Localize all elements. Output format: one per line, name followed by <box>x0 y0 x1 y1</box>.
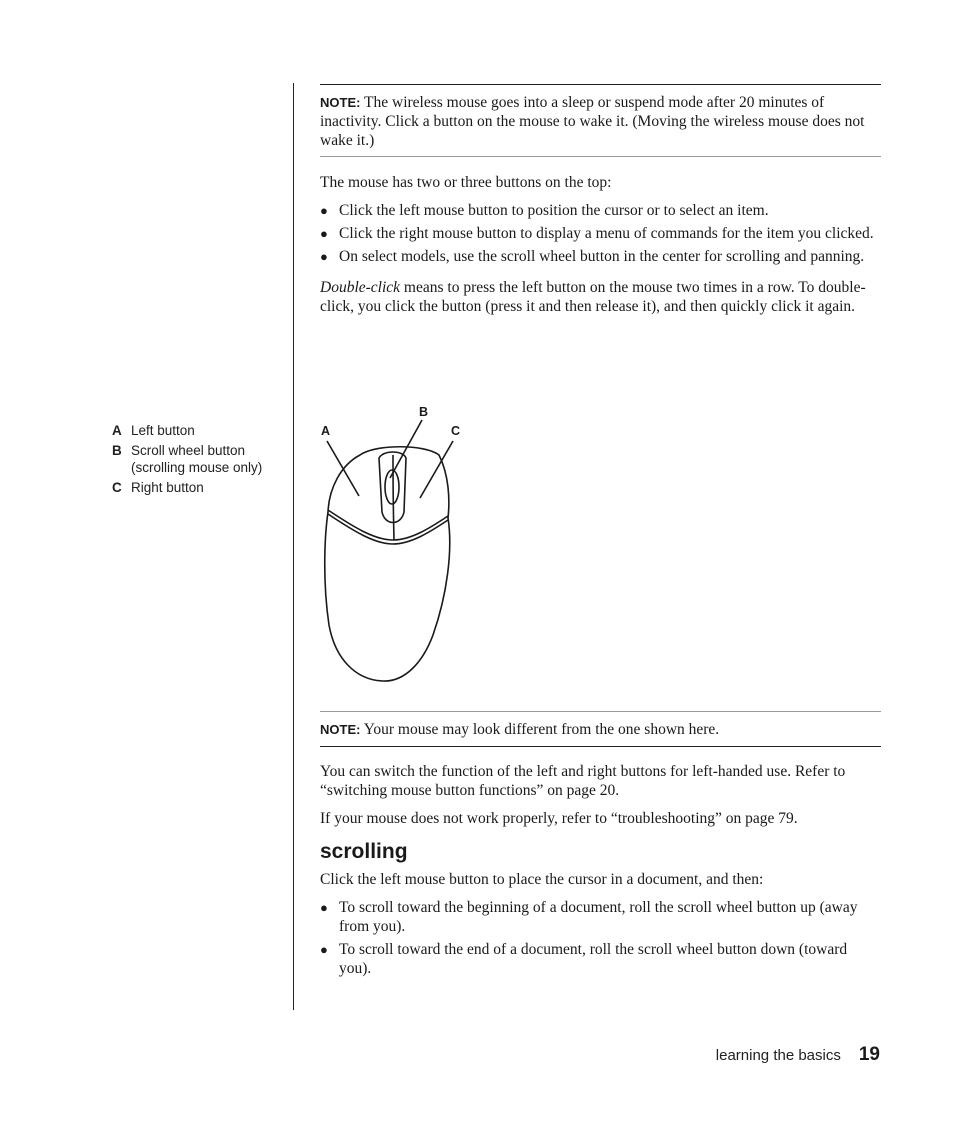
legend-letter: A <box>112 423 122 438</box>
note-label: NOTE: <box>320 722 361 737</box>
page-footer <box>716 1044 880 1066</box>
footer-section-title: learning the basics <box>715 1047 841 1064</box>
mouse-figure <box>315 400 485 690</box>
bullet-icon: ● <box>320 203 328 218</box>
note-text: The wireless mouse goes into a sleep or suspend mode after 20 minutes of inactivity. Click a button on the mouse to wake it. (Moving the wireless mouse does not wake it.) <box>320 94 865 149</box>
note-appearance <box>320 720 881 739</box>
figure-legend <box>112 422 282 499</box>
legend-text: Right button <box>131 480 204 495</box>
troubleshooting-paragraph: If your mouse does not work properly, refer to “troubleshooting” on page 79. <box>320 810 798 827</box>
note-label: NOTE: <box>320 95 361 110</box>
figure-label-c: C <box>451 424 461 438</box>
bullet-icon: ● <box>320 226 328 241</box>
list-item <box>320 201 881 220</box>
mouse-illustration-icon <box>315 400 485 690</box>
double-click-paragraph <box>320 278 881 316</box>
column-divider <box>293 83 294 1010</box>
note-top-rule <box>320 711 881 712</box>
scrolling-intro: Click the left mouse button to place the cursor in a document, and then: <box>320 871 764 888</box>
list-item-text: To scroll toward the end of a document, roll the scroll wheel button down (toward you). <box>339 941 848 977</box>
legend-letter: B <box>112 443 122 458</box>
legend-item-b <box>112 442 282 476</box>
note-top-rule <box>320 84 881 85</box>
bullet-icon: ● <box>320 249 328 264</box>
note-bottom-rule <box>320 746 881 747</box>
after-note-section <box>320 762 881 982</box>
bullet-icon: ● <box>320 942 328 957</box>
scrolling-heading: scrolling <box>320 840 408 863</box>
legend-item-c <box>112 479 282 496</box>
legend-item-a <box>112 422 282 439</box>
legend-text: Left button <box>131 423 195 438</box>
list-item-text: Click the left mouse button to position the cursor or to select an item. <box>339 202 769 219</box>
page-number: 19 <box>858 1044 880 1065</box>
legend-letter: C <box>112 480 122 495</box>
buttons-section <box>320 173 881 316</box>
list-item-text: Click the right mouse button to display a menu of commands for the item you clicked. <box>339 225 874 242</box>
scrolling-list <box>320 898 881 978</box>
switch-paragraph: You can switch the function of the left and right buttons for left-handed use. Refer to “switching mouse button functions” on page 20. <box>320 763 846 799</box>
note-wireless <box>320 93 881 150</box>
buttons-list <box>320 201 881 266</box>
list-item-text: On select models, use the scroll wheel button in the center for scrolling and panning. <box>339 248 865 265</box>
double-click-text: means to press the left button on the mouse two times in a row. To double-click, you click the button (press it and then release it), and then quickly click it again. <box>320 279 866 315</box>
list-item <box>320 224 881 243</box>
figure-label-a: A <box>321 424 331 438</box>
list-item <box>320 898 881 936</box>
bullet-icon: ● <box>320 900 328 915</box>
note-text: Your mouse may look different from the one shown here. <box>360 721 720 738</box>
list-item-text: To scroll toward the beginning of a document, roll the scroll wheel button up (away from you). <box>339 899 858 935</box>
figure-label-b: B <box>419 405 429 419</box>
note-bottom-rule <box>320 156 881 157</box>
list-item <box>320 940 881 978</box>
list-item <box>320 247 881 266</box>
intro-paragraph: The mouse has two or three buttons on the top: <box>320 174 612 191</box>
legend-text: Scroll wheel button (scrolling mouse only) <box>131 443 263 475</box>
double-click-term: Double-click <box>320 279 401 296</box>
